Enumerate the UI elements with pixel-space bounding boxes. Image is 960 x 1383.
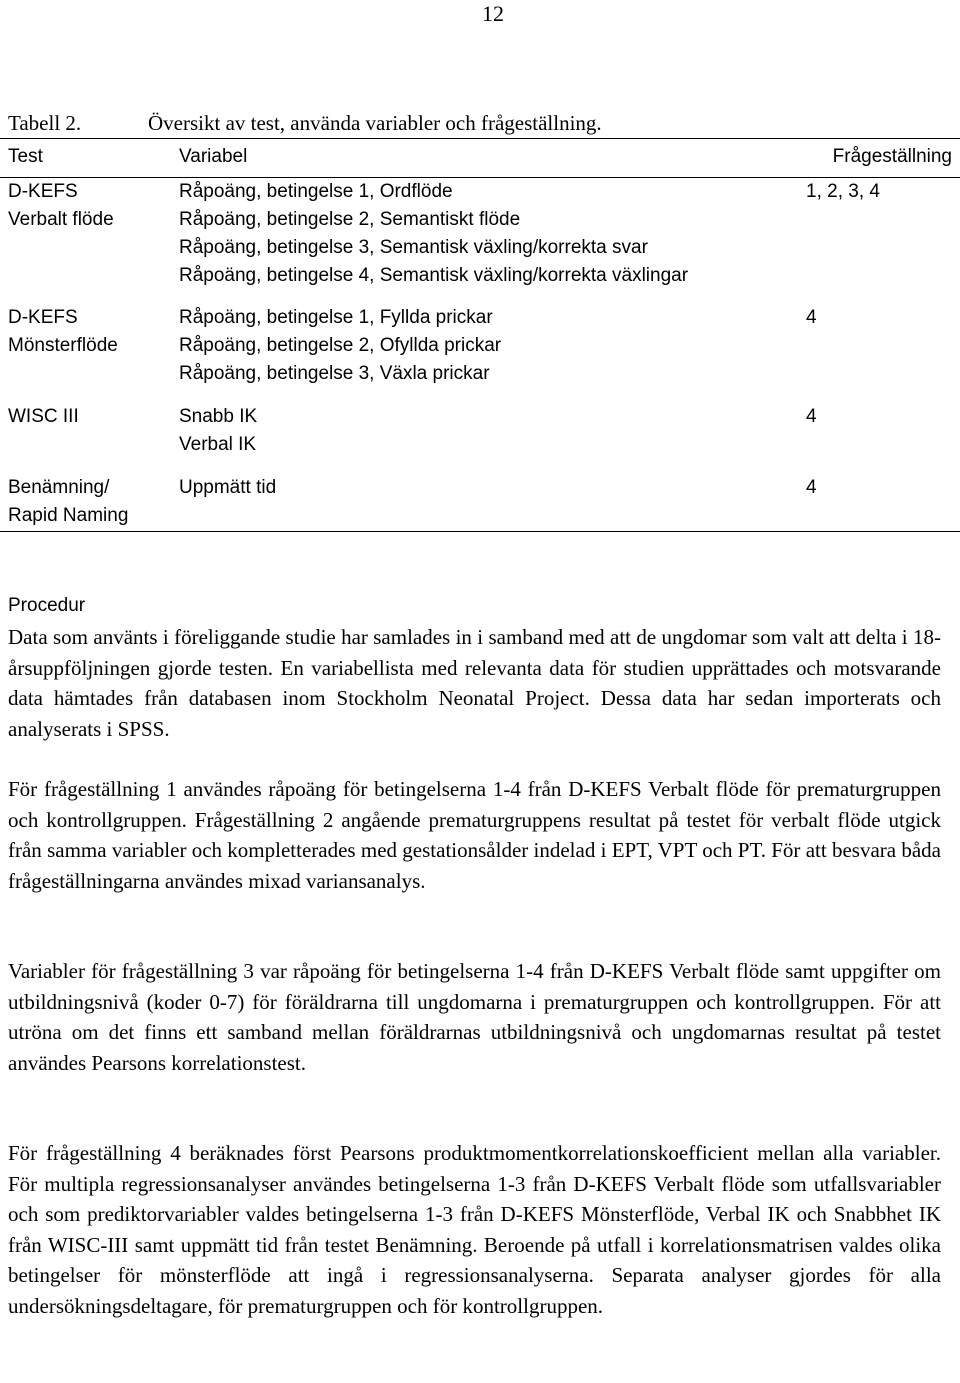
table-row-question: 4 bbox=[806, 307, 817, 328]
variable-line: Uppmätt tid bbox=[179, 477, 277, 498]
table-row-question: 4 bbox=[806, 477, 817, 498]
table-bottom-rule bbox=[0, 531, 960, 532]
test-name-line: Mönsterflöde bbox=[8, 335, 118, 356]
variable-line: Verbal IK bbox=[179, 434, 257, 455]
test-name-line: Benämning/ bbox=[8, 477, 110, 498]
test-name-line: Verbalt flöde bbox=[8, 209, 114, 230]
variable-line: Råpoäng, betingelse 2, Semantiskt flöde bbox=[179, 209, 521, 230]
table-caption-label: Tabell 2. bbox=[8, 111, 82, 135]
variable-line: Råpoäng, betingelse 1, Ordflöde bbox=[179, 181, 453, 202]
section-title: Procedur bbox=[8, 595, 86, 616]
variable-line: Råpoäng, betingelse 3, Semantisk växling/korrekta svar bbox=[179, 237, 648, 258]
variable-line: Råpoäng, betingelse 1, Fyllda prickar bbox=[179, 307, 493, 328]
table-row-variables bbox=[179, 403, 257, 459]
variable-line: Råpoäng, betingelse 2, Ofyllda prickar bbox=[179, 335, 502, 356]
page-number: 12 bbox=[482, 1, 504, 26]
table-row-variables bbox=[179, 178, 688, 290]
paragraph: För frågeställning 1 användes råpoäng för betingelserna 1-4 från D-KEFS Verbalt flöde för prematurgruppen och kontrollgruppen. Frågeställning 2 angående prematurgruppens resultat på testet för verbalt flöde utgick från samma variabler och kompletterades med gestationsålder indelad i EPT, VPT och PT. För att besvara båda frågeställningarna användes mixad variansanalys. bbox=[8, 777, 941, 893]
table-caption bbox=[8, 110, 602, 136]
paragraph: Data som använts i föreliggande studie har samlades in i samband med att de ungdomar som valt att delta i 18-årsuppföljningen gjorde testen. En variabellista med relevanta data för studien upprättades och motsvarande data hämtades från databasen inom Stockholm Neonatal Project. Dessa data har sedan importerats och analyserats i SPSS. bbox=[8, 625, 941, 741]
paragraph: För frågeställning 4 beräknades först Pearsons produktmomentkorrelationskoefficient mellan alla variabler. För multipla regressionsanalyser användes betingelserna 1-3 från D-KEFS Verbalt flöde som utfallsvariabler och som prediktorvariabler valdes betingelserna 1-3 från D-KEFS Mönsterflöde, Verbal IK och Snabbhet IK från WISC-III samt uppmätt tid från testet Benämning. Beroende på utfall i korrelationsmatrisen valdes olika betingelser för mönsterflöde att ingå i regressionsanalyserna. Separata analyser gjordes för alla undersökningsdeltagare, för prematurgruppen och för kontrollgruppen. bbox=[8, 1141, 941, 1318]
header-test: Test bbox=[8, 146, 43, 167]
header-question: Frågeställning bbox=[832, 146, 952, 167]
table-row-test bbox=[8, 474, 128, 530]
header-variable: Variabel bbox=[179, 146, 248, 167]
table-row-test bbox=[8, 304, 118, 360]
table-row-variables bbox=[179, 304, 501, 388]
table-row-test bbox=[8, 178, 114, 234]
table-row-variables bbox=[179, 474, 276, 502]
test-name-line: WISC III bbox=[8, 406, 79, 427]
table-row-question: 4 bbox=[806, 406, 817, 427]
test-name-line: Rapid Naming bbox=[8, 505, 129, 526]
table-top-rule bbox=[0, 138, 960, 139]
variable-line: Råpoäng, betingelse 4, Semantisk växling/korrekta växlingar bbox=[179, 265, 689, 286]
variable-line: Råpoäng, betingelse 3, Växla prickar bbox=[179, 363, 490, 384]
table-row-question: 1, 2, 3, 4 bbox=[806, 181, 880, 202]
test-name-line: D-KEFS bbox=[8, 307, 78, 328]
paragraph: Variabler för frågeställning 3 var råpoäng för betingelserna 1-4 från D-KEFS Verbalt flöde samt uppgifter om utbildningsnivå (koder 0-7) för föräldrarna till ungdomarna i prematurgruppen och kontrollgruppen. För att utröna om det finns ett samband mellan föräldrarnas utbildningsnivå och ungdomarnas resultat på testet användes Pearsons korrelationstest. bbox=[8, 959, 941, 1075]
table-row-test bbox=[8, 403, 79, 431]
table-caption-text: Översikt av test, använda variabler och frågeställning. bbox=[148, 111, 602, 135]
test-name-line: D-KEFS bbox=[8, 181, 78, 202]
variable-line: Snabb IK bbox=[179, 406, 258, 427]
